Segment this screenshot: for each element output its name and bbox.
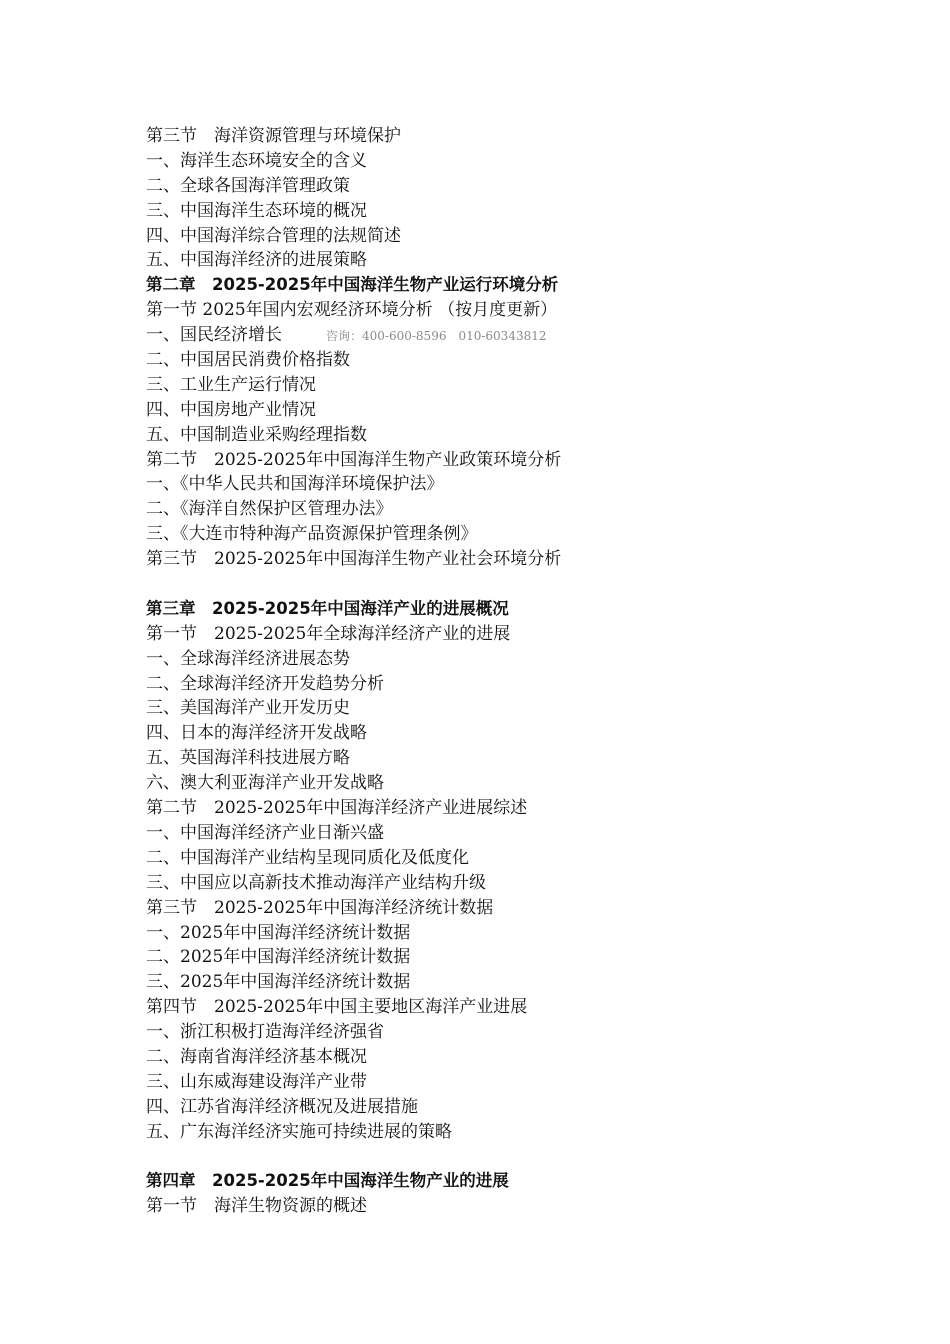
blank-line	[146, 1145, 866, 1170]
toc-item: 三、工业生产运行情况	[146, 374, 316, 395]
toc-item: 二、全球海洋经济开发趋势分析	[146, 673, 384, 694]
toc-item: 五、英国海洋科技进展方略	[146, 748, 350, 769]
toc-item: 三、中国海洋生态环境的概况	[146, 200, 367, 221]
toc-chapter: 第四章 2025-2025年中国海洋生物产业的进展	[146, 1171, 509, 1191]
toc-item: 二、《海洋自然保护区管理办法》	[146, 499, 393, 520]
toc-item: 一、海洋生态环境安全的含义	[146, 150, 367, 171]
toc-item: 五、中国制造业采购经理指数	[146, 424, 367, 445]
toc-item: 一、《中华人民共和国海洋环境保护法》	[146, 474, 444, 495]
toc-item: 一、2025年中国海洋经济统计数据	[146, 922, 411, 943]
toc-item: 五、广东海洋经济实施可持续进展的策略	[146, 1121, 452, 1142]
toc-section: 第一节 2025年国内宏观经济环境分析 （按月度更新）	[146, 300, 558, 321]
toc-item: 三、《大连市特种海产品资源保护管理条例》	[146, 524, 478, 545]
toc-section: 第三节 2025-2025年中国海洋经济统计数据	[146, 897, 494, 918]
toc-section: 第三节 2025-2025年中国海洋生物产业社会环境分析	[146, 549, 562, 570]
toc-item: 二、中国居民消费价格指数	[146, 350, 350, 371]
toc-item: 四、江苏省海洋经济概况及进展措施	[146, 1096, 418, 1117]
toc-item: 一、国民经济增长	[146, 325, 282, 346]
toc-section: 第三节 海洋资源管理与环境保护	[146, 126, 401, 146]
toc-item: 一、浙江积极打造海洋经济强省	[146, 1022, 384, 1043]
contact-info: 咨询：400-600-8596 010-60343812	[326, 329, 547, 344]
toc-section: 第一节 2025-2025年全球海洋经济产业的进展	[146, 623, 511, 644]
toc-item: 二、2025年中国海洋经济统计数据	[146, 947, 411, 968]
toc-item: 三、山东威海建设海洋产业带	[146, 1071, 367, 1092]
toc-chapter: 第三章 2025-2025年中国海洋产业的进展概况	[146, 598, 509, 618]
toc-chapter: 第二章 2025-2025年中国海洋生物产业运行环境分析	[146, 275, 559, 295]
toc-item: 四、中国海洋综合管理的法规简述	[146, 225, 401, 246]
toc-item: 五、中国海洋经济的进展策略	[146, 250, 367, 271]
toc-page	[146, 124, 866, 1219]
toc-item: 三、美国海洋产业开发历史	[146, 698, 350, 719]
toc-item: 二、中国海洋产业结构呈现同质化及低度化	[146, 847, 469, 868]
toc-item: 四、中国房地产业情况	[146, 399, 316, 420]
toc-section: 第二节 2025-2025年中国海洋生物产业政策环境分析	[146, 449, 562, 470]
toc-item: 一、中国海洋经济产业日渐兴盛	[146, 822, 384, 843]
toc-section: 第二节 2025-2025年中国海洋经济产业进展综述	[146, 798, 528, 819]
toc-section: 第四节 2025-2025年中国主要地区海洋产业进展	[146, 997, 528, 1018]
toc-item: 一、全球海洋经济进展态势	[146, 648, 350, 669]
toc-item: 二、全球各国海洋管理政策	[146, 175, 350, 196]
toc-item-with-contact	[146, 323, 866, 348]
toc-item: 二、海南省海洋经济基本概况	[146, 1046, 367, 1067]
toc-item: 四、日本的海洋经济开发战略	[146, 723, 367, 744]
toc-item: 三、2025年中国海洋经济统计数据	[146, 972, 411, 993]
toc-item: 三、中国应以高新技术推动海洋产业结构升级	[146, 872, 486, 893]
toc-section: 第一节 海洋生物资源的概述	[146, 1196, 367, 1217]
blank-line	[146, 572, 866, 597]
toc-item: 六、澳大利亚海洋产业开发战略	[146, 773, 384, 794]
